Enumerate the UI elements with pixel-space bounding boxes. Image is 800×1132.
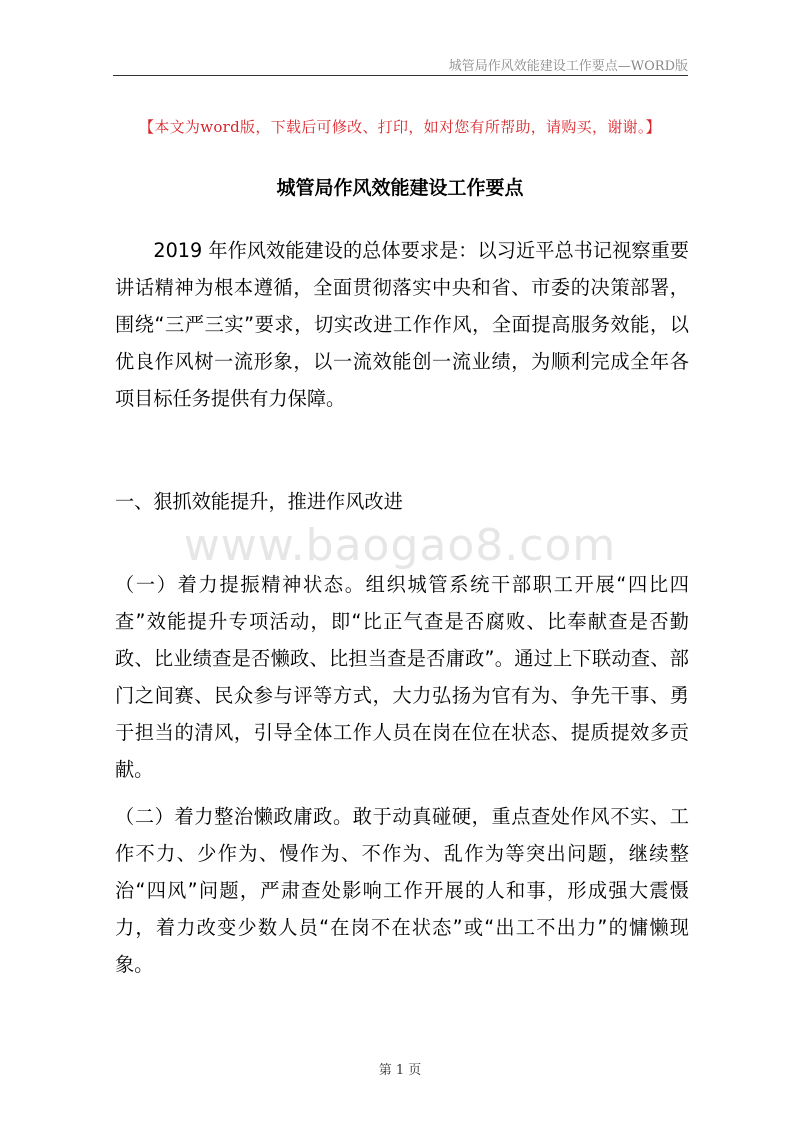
item-paragraph-2: （二）着力整治懒政庸政。敢于动真碰硬，重点查处作风不实、工作不力、少作为、慢作为、不作为、乱作为等突出问题，继续整治“四风”问题，严肃查处影响工作开展的人和事，形成强大震慑力，着力改变少数人员“在岗不在状态”或“出工不出力”的慵懒现象。: [115, 805, 689, 976]
purchase-notice: 【本文为word版，下载后可修改、打印，如对您有所帮助，请购买，谢谢。】: [139, 118, 661, 136]
page-number: 第 1 页: [378, 1063, 422, 1078]
header-divider: [113, 75, 688, 76]
item-paragraph-1: （一）着力提振精神状态。组织城管系统干部职工开展“四比四查”效能提升专项活动，即“比正气查是否腐败、比奉献查是否勤政、比业绩查是否懒政、比担当查是否庸政”。通过上下联动查、部门之间赛、民众参与评等方式，大力弘扬为官有为、争先干事、勇于担当的清风，引导全体工作人员在岗在位在状态、提质提效多贡献。: [115, 573, 689, 781]
section-heading-1: 一、狠抓效能提升，推进作风改进: [115, 490, 403, 513]
document-title: 城管局作风效能建设工作要点: [276, 177, 524, 199]
running-header: 城管局作风效能建设工作要点—WORD版: [448, 59, 688, 74]
site-watermark: www.baogao8.com: [183, 520, 617, 571]
intro-paragraph: 2019 年作风效能建设的总体要求是：以习近平总书记视察重要讲话精神为根本遵循，全面贯彻落实中央和省、市委的决策部署，围绕“三严三实”要求，切实改进工作作风，全面提高服务效能，以优良作风树一流形象，以一流效能创一流业绩，为顺利完成全年各项目标任务提供有力保障。: [115, 239, 689, 410]
